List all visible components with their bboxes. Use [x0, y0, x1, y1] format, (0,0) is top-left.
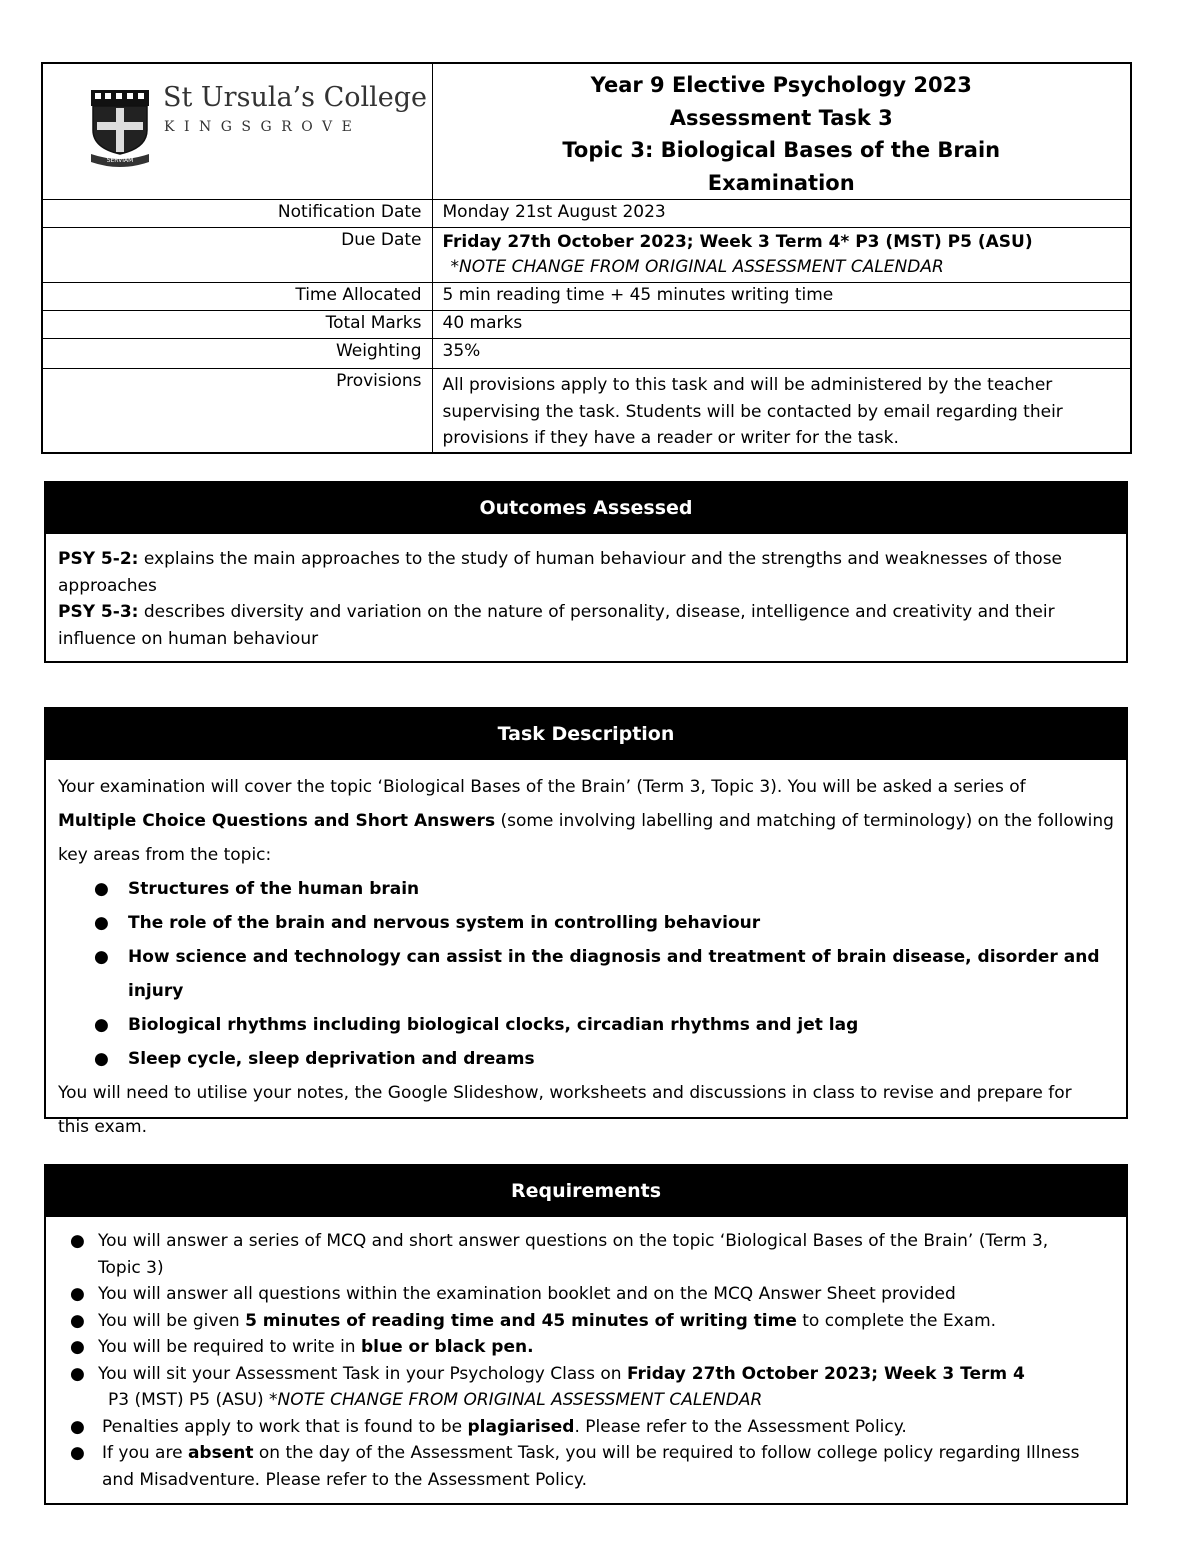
requirement-text: You will be required to write in	[98, 1337, 361, 1357]
bullet-icon: ●	[70, 1443, 85, 1463]
logo-cell	[42, 63, 432, 200]
college-crest-icon	[89, 88, 151, 168]
requirement-emphasis: plagiarised	[467, 1416, 575, 1437]
list-item	[92, 872, 1114, 906]
requirements-body	[46, 1217, 1126, 1503]
task-closing-line: You will need to utilise your notes, the Google Slideshow, worksheets and discussions in class to revise and prepare for	[58, 1083, 1072, 1103]
outcome-text-cont: influence on human behaviour	[58, 628, 319, 649]
outcome-text-cont: approaches	[58, 575, 157, 596]
list-item	[66, 1440, 1114, 1493]
provisions-line: All provisions apply to this task and will be administered by the teacher	[442, 375, 1053, 395]
provisions-label: Provisions	[42, 369, 432, 453]
provisions-value	[432, 369, 1131, 453]
task-question-types: Multiple Choice Questions and Short Answers	[58, 811, 496, 831]
task-intro-line: Your examination will cover the topic ‘Biological Bases of the Brain’ (Term 3, Topic 3). You will be asked a series of	[58, 777, 1026, 797]
requirement-emphasis: Friday 27th October 2023; Week 3 Term 4	[626, 1363, 1025, 1384]
assessment-header-table	[41, 62, 1132, 454]
bullet-icon: ●	[94, 1049, 109, 1069]
marks-value: 40 marks	[432, 311, 1131, 339]
crest-motto: SERVIAM	[106, 157, 134, 164]
list-item	[92, 1008, 1114, 1042]
requirements-section	[44, 1164, 1128, 1505]
due-label: Due Date	[42, 228, 432, 283]
requirement-text: Topic 3)	[98, 1257, 164, 1278]
task-closing-line: this exam.	[58, 1117, 148, 1137]
list-item	[66, 1308, 1114, 1335]
time-value: 5 min reading time + 45 minutes writing time	[432, 283, 1131, 311]
outcomes-heading: Outcomes Assessed	[46, 483, 1126, 534]
list-item	[66, 1361, 1114, 1414]
key-area-text: Sleep cycle, sleep deprivation and dreams	[128, 1049, 535, 1069]
school-name: St Ursula’s College	[163, 82, 428, 113]
task-intro-line	[58, 804, 1114, 838]
outcomes-section	[44, 481, 1128, 663]
title-line-type: Examination	[707, 170, 855, 195]
requirement-emphasis: 5 minutes of reading time and 45 minutes of writing time	[245, 1310, 797, 1331]
notification-value: Monday 21st August 2023	[432, 200, 1131, 228]
requirement-text: to complete the Exam.	[796, 1310, 997, 1331]
key-areas-list	[92, 872, 1114, 1076]
task-intro-text: (some involving labelling and matching of terminology) on the following	[495, 811, 1114, 831]
outcome-text: explains the main approaches to the study of human behaviour and the strengths and weaknesses of those	[138, 549, 1063, 569]
key-area-text: How science and technology can assist in the diagnosis and treatment of brain disease, disorder and injury	[128, 947, 1100, 1001]
list-item	[66, 1334, 1114, 1361]
list-item	[66, 1228, 1114, 1281]
due-note: *NOTE CHANGE FROM ORIGINAL ASSESSMENT CALENDAR	[450, 257, 944, 277]
outcome-code: PSY 5-2:	[58, 549, 139, 569]
weighting-label: Weighting	[42, 339, 432, 369]
task-body	[46, 760, 1126, 1154]
key-area-text: The role of the brain and nervous system in controlling behaviour	[128, 913, 761, 933]
key-area-text: Structures of the human brain	[128, 879, 420, 899]
bullet-icon: ●	[94, 947, 109, 967]
requirement-text: . Please refer to the Assessment Policy.	[574, 1416, 907, 1437]
list-item	[92, 906, 1114, 940]
task-intro-line: key areas from the topic:	[58, 845, 272, 865]
due-value: Friday 27th October 2023; Week 3 Term 4* P3 (MST) P5 (ASU)	[442, 232, 1033, 252]
title-line-task: Assessment Task 3	[669, 105, 893, 130]
bullet-icon: ●	[70, 1363, 85, 1384]
list-item	[92, 1042, 1114, 1076]
requirement-text: You will sit your Assessment Task in your Psychology Class on	[98, 1363, 627, 1384]
time-label: Time Allocated	[42, 283, 432, 311]
requirement-text: You will be given	[98, 1310, 246, 1331]
requirement-emphasis: blue or black pen.	[361, 1337, 534, 1357]
bullet-icon: ●	[70, 1416, 85, 1437]
task-heading: Task Description	[46, 709, 1126, 760]
title-line-course: Year 9 Elective Psychology 2023	[590, 73, 972, 97]
task-description-section	[44, 707, 1128, 1137]
list-item	[66, 1281, 1114, 1308]
requirement-note: *NOTE CHANGE FROM ORIGINAL ASSESSMENT CALENDAR	[269, 1390, 763, 1410]
bullet-icon: ●	[94, 1015, 109, 1035]
bullet-icon: ●	[94, 879, 109, 899]
marks-label: Total Marks	[42, 311, 432, 339]
requirement-text: You will answer a series of MCQ and short answer questions on the topic ‘Biological Bases of the Brain’ (Term 3,	[98, 1231, 1049, 1251]
list-item	[66, 1414, 1114, 1441]
outcome-code: PSY 5-3:	[58, 602, 139, 622]
requirement-text: Penalties apply to work that is found to be	[102, 1416, 468, 1437]
due-cell	[432, 228, 1131, 283]
title-cell	[432, 63, 1131, 200]
requirements-heading: Requirements	[46, 1166, 1126, 1217]
requirement-text: on the day of the Assessment Task, you will be required to follow college policy regarding Illness	[253, 1443, 1080, 1463]
bullet-icon: ●	[70, 1284, 85, 1304]
provisions-line: provisions if they have a reader or writer for the task.	[442, 428, 899, 448]
list-item	[92, 940, 1114, 1008]
outcome-text: describes diversity and variation on the nature of personality, disease, intelligence and creativity and their	[138, 602, 1055, 622]
bullet-icon: ●	[70, 1310, 85, 1331]
requirement-emphasis: absent	[187, 1443, 254, 1463]
provisions-line: supervising the task. Students will be contacted by email regarding their	[442, 401, 1063, 422]
title-line-topic: Topic 3: Biological Bases of the Brain	[562, 138, 1001, 162]
bullet-icon: ●	[70, 1231, 85, 1251]
outcome-psy-5-2	[58, 546, 1114, 573]
requirements-list	[66, 1228, 1114, 1493]
key-area-text: Biological rhythms including biological clocks, circadian rhythms and jet lag	[128, 1015, 859, 1035]
bullet-icon: ●	[94, 913, 109, 933]
bullet-icon: ●	[70, 1337, 85, 1357]
weighting-value: 35%	[432, 339, 1131, 369]
requirement-text: If you are	[102, 1443, 188, 1463]
school-location: KINGSGROVE	[164, 119, 362, 135]
outcomes-body	[46, 534, 1126, 662]
requirement-text: You will answer all questions within the examination booklet and on the MCQ Answer Sheet provided	[98, 1284, 956, 1304]
outcome-psy-5-3	[58, 599, 1114, 626]
requirement-text: and Misadventure. Please refer to the Assessment Policy.	[102, 1469, 587, 1490]
requirement-text: P3 (MST) P5 (ASU)	[108, 1390, 269, 1410]
notification-label: Notification Date	[42, 200, 432, 228]
